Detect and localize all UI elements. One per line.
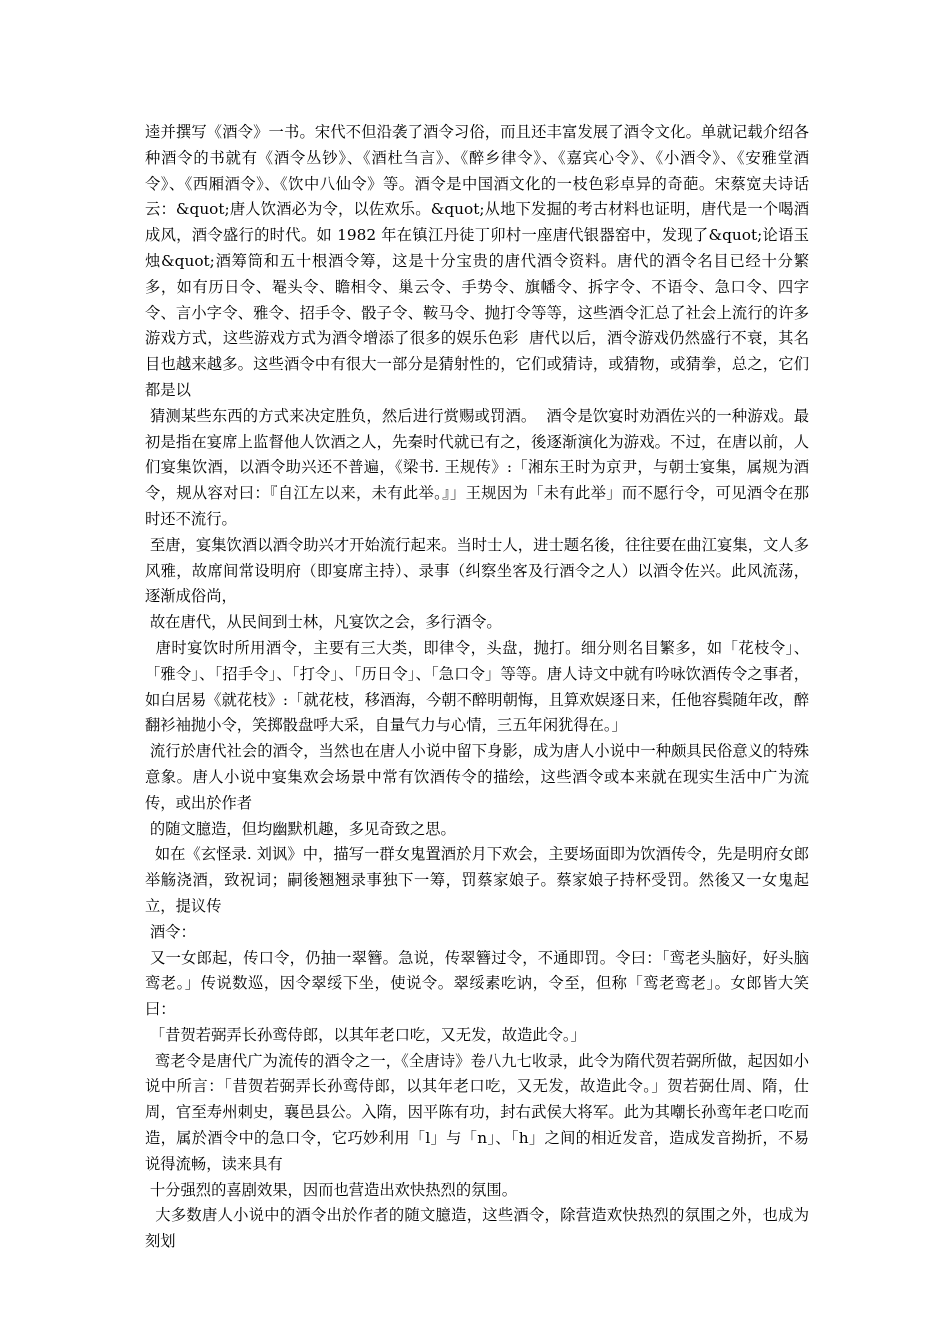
- paragraph: 故在唐代，从民间到士林，凡宴饮之会，多行酒令。: [145, 613, 502, 632]
- document-body: [145, 120, 809, 1255]
- paragraph: 酒令：: [145, 922, 196, 941]
- paragraph: 又一女郎起，传口令，仍抽一翠簪。急说，传翠簪过令，不通即罚。令曰：「鸾老头脑好，好头脑鸾老。」传说数巡，因令翠绥下坐，使说令。翠绥素吃讷，令至，但称「鸾老鸾老」。女郎皆大笑曰：: [145, 948, 809, 1019]
- paragraph: 逵并撰写《酒令》一书。宋代不但沿袭了酒令习俗，而且还丰富发展了酒令文化。单就记载介绍各种酒令的书就有《酒令丛钞》、《酒杜刍言》、《醉乡律令》、《嘉宾心令》、《小酒令》、《安雅堂酒令》、《西厢酒令》、《饮中八仙令》等。酒令是中国酒文化的一枝色彩卓异的奇葩。宋蔡宽夫诗话云：&quot;唐人饮酒必为令，以佐欢乐。&quot;从地下发掘的考古材料也证明，唐代是一个喝酒成风，酒令盛行的时代。如 1982 年在镇江丹徒丁卯村一座唐代银器窑中，发现了&quot;论语玉烛&quot;酒筹筒和五十根酒令筹，这是十分宝贵的唐代酒令资料。唐代的酒令名目已经十分繁多，如有历日令、罨头令、瞻相令、巢云令、手势令、旗幡令、拆字令、不语令、急口令、四字令、言小字令、雅令、招手令、骰子令、鞍马令、抛打令等等，这些酒令汇总了社会上流行的许多游戏方式，这些游戏方式为酒令增添了很多的娱乐色彩 唐代以后，酒令游戏仍然盛行不衰，其名目也越来越多。这些酒令中有很大一部分是猜射性的，它们或猜诗，或猜物，或猜拳，总之，它们都是以: [145, 123, 809, 399]
- paragraph: 至唐，宴集饮酒以酒令助兴才开始流行起来。当时士人，进士题名後，往往要在曲江宴集，文人多风雅，故席间常设明府（即宴席主持）、录事（纠察坐客及行酒令之人）以酒令佐兴。此风流荡，逐渐成俗尚，: [145, 535, 809, 606]
- paragraph: 的随文臆造，但均幽默机趣，多见奇致之思。: [145, 819, 456, 838]
- paragraph: 猜测某些东西的方式来决定胜负，然后进行赏赐或罚酒。 酒令是饮宴时劝酒佐兴的一种游戏。最初是指在宴席上监督他人饮酒之人，先秦时代就已有之，後逐渐演化为游戏。不过，在唐以前，人们宴集饮酒，以酒令助兴还不普遍，《梁书. 王规传》:「湘东王时为京尹，与朝士宴集，属规为酒令，规从容对曰：『自江左以来，未有此举。』」王规因为「未有此举」而不愿行令，可见酒令在那时还不流行。: [145, 406, 809, 528]
- paragraph: 流行於唐代社会的酒令，当然也在唐人小说中留下身影，成为唐人小说中一种颇具民俗意义的特殊意象。唐人小说中宴集欢会场景中常有饮酒传令的描绘，这些酒令或本来就在现实生活中广为流传，或出於作者: [145, 742, 809, 812]
- paragraph: 唐时宴饮时所用酒令，主要有三大类，即律令，头盘，抛打。细分则名目繁多，如「花枝令」、「雅令」、「招手令」、「打令」、「历日令」、「急口令」等等。唐人诗文中就有吟咏饮酒传令之事者，如白居易《就花枝》:「就花枝，移酒海，今朝不醉明朝悔，且算欢娱逐日来，任他容鬓随年改，醉翻衫袖抛小令，笑掷骰盘呼大采，自量气力与心情，三五年闲犹得在。」: [145, 638, 809, 735]
- paragraph: 十分强烈的喜剧效果，因而也营造出欢快热烈的氛围。: [145, 1180, 518, 1199]
- paragraph: 「昔贺若弼弄长孙鸾侍郎，以其年老口吃，又无发，故造此令。」: [145, 1025, 586, 1044]
- paragraph: 如在《玄怪录. 刘讽》中，描写一群女鬼置酒於月下欢会，主要场面即为饮酒传令，先是明府女郎举觞浇酒，致祝词；嗣後翘翘录事独下一筹，罚蔡家娘子。蔡家娘子持杯受罚。然後又一女鬼起立，提议传: [145, 845, 809, 915]
- paragraph: 鸾老令是唐代广为流传的酒令之一，《全唐诗》卷八九七收录，此令为隋代贺若弼所做，起因如小说中所言：「昔贺若弼弄长孙鸾侍郎，以其年老口吃，又无发，故造此令。」贺若弼仕周、隋，仕周，官至寿州刺史，襄邑县公。入隋，因平陈有功，封右武侯大将军。此为其嘲长孙鸾年老口吃而造，属於酒令中的急口令，它巧妙利用「l」与「n」、「h」之间的相近发音，造成发音拗折，不易说得流畅，读来具有: [145, 1051, 809, 1173]
- paragraph: 大多数唐人小说中的酒令出於作者的随文臆造，这些酒令，除营造欢快热烈的氛围之外，也成为刻划: [145, 1206, 809, 1251]
